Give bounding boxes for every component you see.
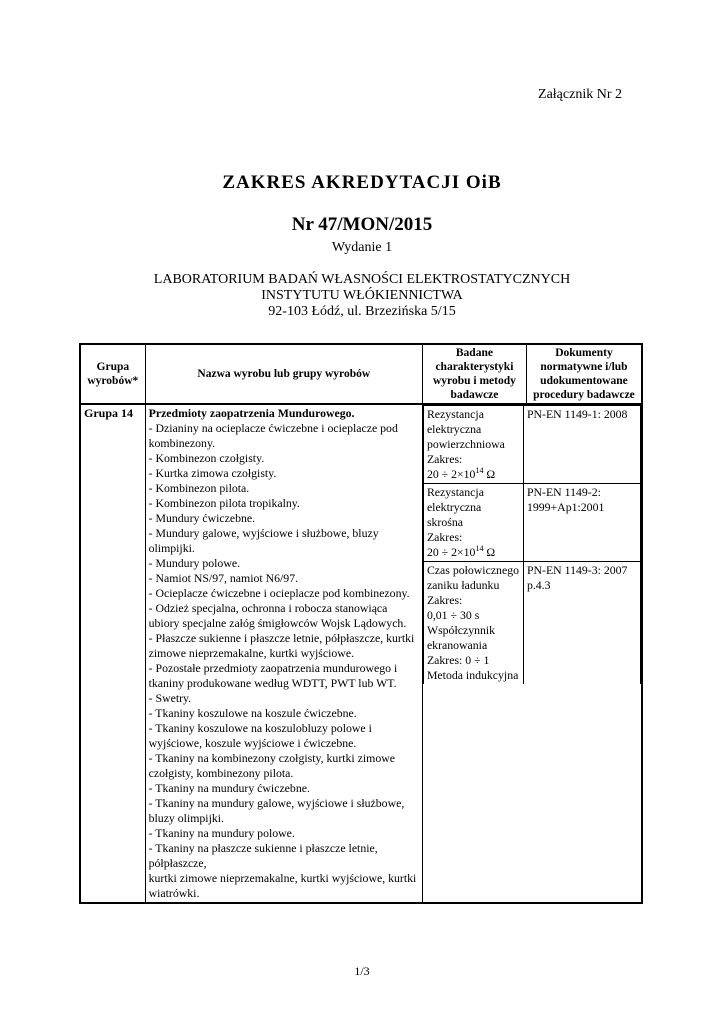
test-row bbox=[423, 406, 640, 484]
range-base: 20 ÷ 2×10 bbox=[426, 467, 476, 481]
product-names-cell bbox=[145, 404, 422, 903]
test-characteristic bbox=[423, 562, 523, 685]
laboratory-block bbox=[0, 272, 724, 320]
header-documents: Dokumenty normatywne i/lub udokumentowane procedury badawcze bbox=[526, 344, 642, 404]
test-row bbox=[423, 484, 640, 562]
list-item: - Płaszcze sukienne i płaszcze letnie, półpłaszcze, kurtki zimowe nieprzemakalne, kurtki wyjściowe. bbox=[148, 631, 415, 660]
characteristic-line: Zakres: bbox=[426, 452, 463, 466]
test-characteristic bbox=[423, 406, 523, 484]
characteristic-line: Rezystancja bbox=[426, 485, 484, 499]
list-item: - Swetry. bbox=[148, 691, 192, 705]
test-range bbox=[427, 467, 520, 482]
range-exponent: 14 bbox=[475, 466, 484, 476]
range-exponent: 14 bbox=[475, 544, 484, 554]
range-unit: Ω bbox=[483, 545, 496, 559]
list-item: - Pozostałe przedmioty zaopatrzenia mundurowego i tkaniny produkowane według WDTT, PWT lub WT. bbox=[148, 661, 398, 690]
characteristic-line: 0,01 ÷ 30 s bbox=[426, 608, 480, 622]
characteristic-line: elektryczna bbox=[426, 422, 482, 436]
edition-label: Wydanie 1 bbox=[331, 240, 393, 255]
characteristic-line: Rezystancja bbox=[426, 407, 484, 421]
characteristic-line: powierzchniowa bbox=[426, 437, 505, 451]
tests-cell bbox=[422, 404, 642, 903]
list-item: - Namiot NS/97, namiot N6/97. bbox=[148, 571, 299, 585]
list-item: - Tkaniny na mundury galowe, wyjściowe i służbowe, bluzy olimpijki. bbox=[148, 796, 405, 825]
test-document: PN-EN 1149-3: 2007 p.4.3 bbox=[523, 562, 640, 685]
list-item: kurtki zimowe nieprzemakalne, kurtki wyjściowe, kurtki wiatrówki. bbox=[148, 871, 417, 900]
list-item: - Kurtka zimowa czołgisty. bbox=[148, 466, 277, 480]
list-item: - Tkaniny na płaszcze sukienne i płaszcze letnie, półpłaszcze, bbox=[148, 841, 378, 870]
lab-institute: INSTYTUTU WŁÓKIENNICTWA bbox=[261, 288, 463, 303]
tests-table bbox=[423, 405, 641, 684]
test-document: PN-EN 1149-2: 1999+Ap1:2001 bbox=[523, 484, 640, 562]
range-base: 20 ÷ 2×10 bbox=[426, 545, 476, 559]
list-item: - Tkaniny koszulowe na koszulobluzy polowe i wyjściowe, koszule wyjściowe i ćwiczebne. bbox=[148, 721, 372, 750]
characteristic-line: Zakres: 0 ÷ 1 bbox=[426, 653, 490, 667]
list-item: - Ocieplacze ćwiczebne i ocieplacze pod kombinezony. bbox=[148, 586, 410, 600]
list-item: - Kombinezon pilota. bbox=[148, 481, 250, 495]
test-row bbox=[423, 562, 640, 685]
table-row bbox=[80, 404, 642, 903]
list-item: - Kombinezon pilota tropikalny. bbox=[148, 496, 300, 510]
characteristic-line: Zakres: bbox=[426, 593, 463, 607]
test-document: PN-EN 1149-1: 2008 bbox=[523, 406, 640, 484]
document-title: ZAKRES AKREDYTACJI OiB bbox=[222, 172, 502, 193]
group-cell: Grupa 14 bbox=[80, 404, 145, 903]
accreditation-number: Nr 47/MON/2015 bbox=[291, 214, 433, 235]
list-item: - Dzianiny na ocieplacze ćwiczebne i ocieplacze pod kombinezony. bbox=[148, 421, 398, 450]
characteristic-line: Zakres: bbox=[426, 530, 463, 544]
page-number: 1/3 bbox=[354, 964, 370, 978]
product-list bbox=[149, 421, 419, 901]
test-characteristic bbox=[423, 484, 523, 562]
lab-name: LABORATORIUM BADAŃ WŁASNOŚCI ELEKTROSTATYCZNYCH bbox=[153, 272, 571, 287]
list-item: - Odzież specjalna, ochronna i robocza stanowiąca ubiory specjalne załóg śmigłowców Wojsk Lądowych. bbox=[148, 601, 407, 630]
range-unit: Ω bbox=[483, 467, 496, 481]
characteristic-line: Metoda indukcyjna bbox=[426, 668, 519, 682]
list-item: - Kombinezon czołgisty. bbox=[148, 451, 265, 465]
list-item: - Mundury ćwiczebne. bbox=[148, 511, 256, 525]
list-item: - Mundury polowe. bbox=[148, 556, 241, 570]
list-item: - Tkaniny na mundury polowe. bbox=[148, 826, 295, 840]
list-item: - Tkaniny na kombinezony czołgisty, kurtki zimowe czołgisty, kombinezony pilota. bbox=[148, 751, 395, 780]
annex-label: Załącznik Nr 2 bbox=[538, 87, 622, 102]
accreditation-scope-table bbox=[79, 343, 643, 904]
characteristic-line: ekranowania bbox=[426, 638, 488, 652]
lab-address: 92-103 Łódź, ul. Brzezińska 5/15 bbox=[268, 304, 456, 319]
header-group: Grupa wyrobów* bbox=[80, 344, 145, 404]
list-item: - Tkaniny koszulowe na koszule ćwiczebne. bbox=[148, 706, 357, 720]
characteristic-line: Czas połowicznego bbox=[426, 563, 519, 577]
characteristic-line: Współczynnik bbox=[426, 623, 496, 637]
table-header-row bbox=[80, 344, 642, 404]
header-characteristics: Badane charakterystyki wyrobu i metody badawcze bbox=[422, 344, 526, 404]
list-item: - Tkaniny na mundury ćwiczebne. bbox=[148, 781, 310, 795]
test-range bbox=[427, 545, 520, 560]
characteristic-line: zaniku ładunku bbox=[426, 578, 500, 592]
list-item: - Mundury galowe, wyjściowe i służbowe, bluzy olimpijki. bbox=[148, 526, 379, 555]
characteristic-line: elektryczna skrośna bbox=[426, 500, 482, 529]
header-name: Nazwa wyrobu lub grupy wyrobów bbox=[145, 344, 422, 404]
product-heading: Przedmioty zaopatrzenia Mundurowego. bbox=[148, 406, 355, 420]
